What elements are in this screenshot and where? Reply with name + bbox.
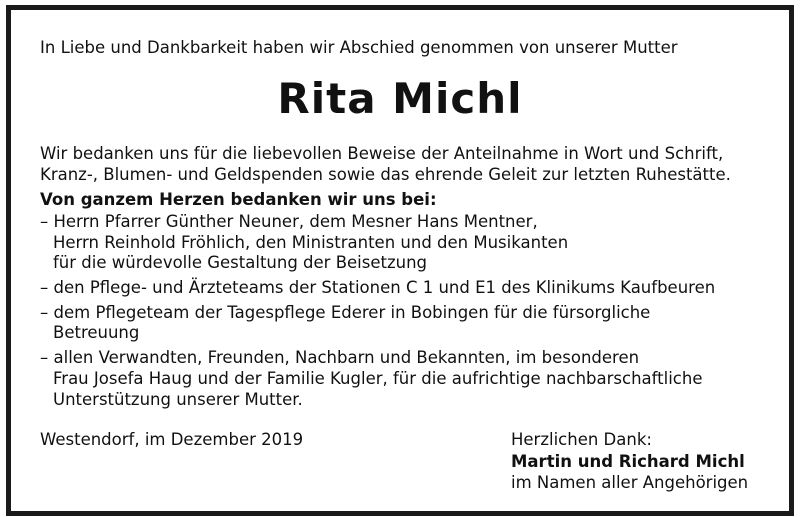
- thanks-line: Wir bedanken uns für die liebevollen Beweise der Anteilnahme in Wort und Schrift,: [40, 144, 724, 163]
- place-date: Westendorf, im Dezember 2019: [40, 430, 304, 449]
- intro-line: In Liebe und Dankbarkeit haben wir Abschied genommen von unserer Mutter: [40, 38, 678, 57]
- notice-frame: [6, 5, 794, 516]
- list-line: Herrn Reinhold Fröhlich, den Ministranten und den Musikanten: [53, 233, 569, 252]
- list-line: für die würdevolle Gestaltung der Beisetzung: [53, 253, 428, 272]
- signature-names: Martin und Richard Michl: [511, 452, 745, 471]
- list-line: – allen Verwandten, Freunden, Nachbarn und Bekannten, im besonderen: [40, 348, 640, 367]
- deceased-name: Rita Michl: [277, 74, 523, 123]
- notice-body: [11, 10, 789, 511]
- list-line: Betreuung: [53, 323, 140, 342]
- list-line: Unterstützung unserer Mutter.: [53, 390, 303, 409]
- list-line: – Herrn Pfarrer Günther Neuner, dem Mesner Hans Mentner,: [40, 212, 538, 231]
- thanks-heading: Von ganzem Herzen bedanken wir uns bei:: [40, 190, 437, 209]
- signature-note: im Namen aller Angehörigen: [511, 473, 749, 492]
- signature-greeting: Herzlichen Dank:: [511, 430, 652, 449]
- list-line: Frau Josefa Haug und der Familie Kugler, für die aufrichtige nachbarschaftliche: [53, 369, 703, 388]
- list-line: – den Pflege- und Ärzteteams der Stationen C 1 und E1 des Klinikums Kaufbeuren: [40, 278, 716, 297]
- thanks-line: Kranz-, Blumen- und Geldspenden sowie das ehrende Geleit zur letzten Ruhestätte.: [40, 165, 731, 184]
- list-line: – dem Pflegeteam der Tagespflege Ederer in Bobingen für die fürsorgliche: [40, 303, 651, 322]
